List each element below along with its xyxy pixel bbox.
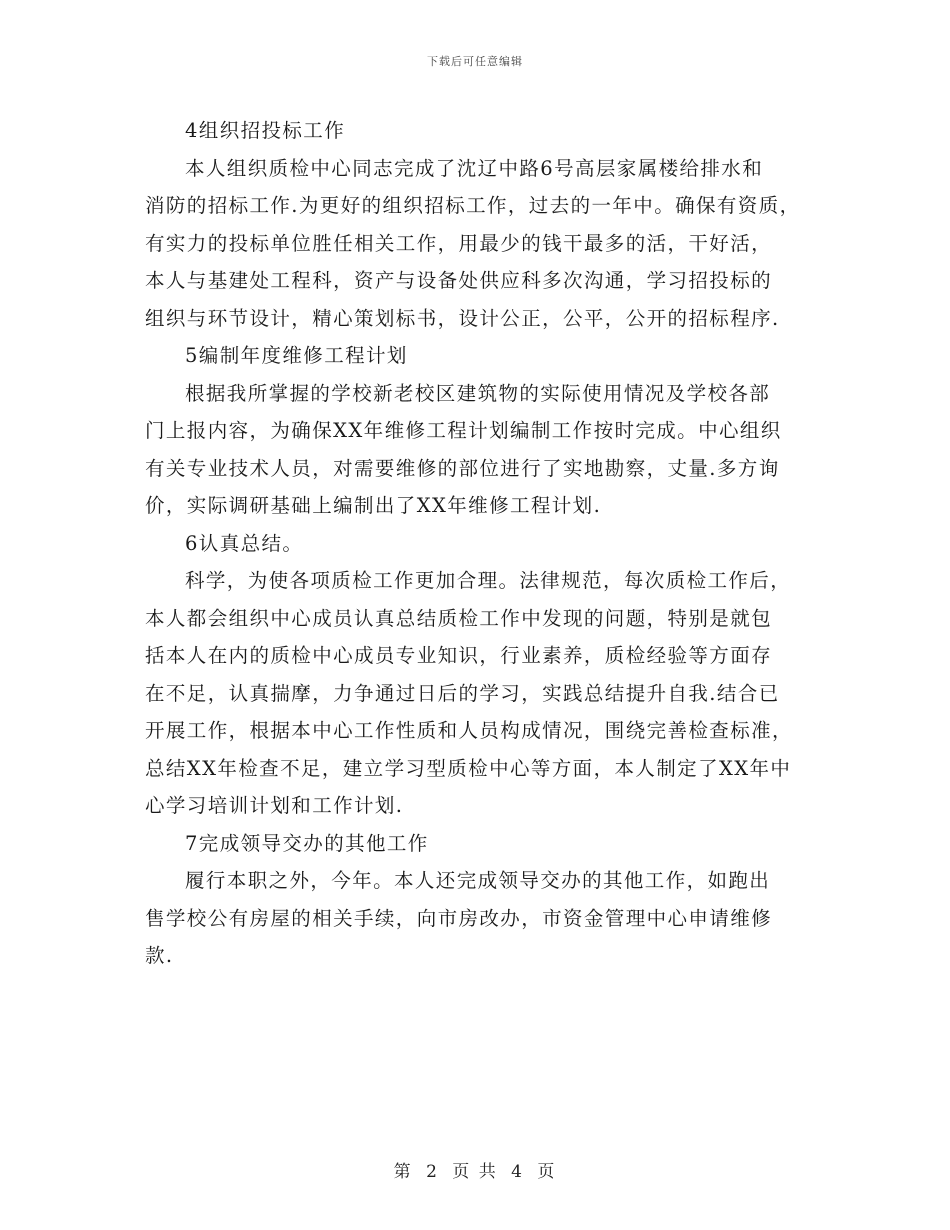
- paragraph-line: 根据我所掌握的学校新老校区建筑物的实际使用情况及学校各部: [185, 381, 771, 405]
- section-heading: 5编制年度维修工程计划: [185, 344, 408, 367]
- page-footer: [0, 1157, 950, 1182]
- paragraph-line: 价，实际调研基础上编制出了XX年维修工程计划.: [145, 494, 602, 517]
- paragraph-line: 履行本职之外，今年。本人还完成领导交办的其他工作，如跑出: [185, 869, 771, 892]
- section-heading: 7完成领导交办的其他工作: [185, 831, 429, 855]
- paragraph-line: 有关专业技术人员，对需要维修的部位进行了实地勘察，丈量.多方询: [145, 456, 780, 480]
- page-header: 下载后可任意编辑: [427, 55, 523, 68]
- paragraph-line: 本人都会组织中心成员认真总结质检工作中发现的问题，特别是就包: [145, 606, 773, 630]
- paragraph-line: 本人组织质检中心同志完成了沈辽中路6号高层家属楼给排水和: [185, 156, 764, 180]
- section-heading: 6认真总结。: [185, 531, 304, 555]
- section-heading: 4组织招投标工作: [185, 119, 346, 142]
- paragraph-line: 售学校公有房屋的相关手续，向市房改办，市资金管理中心申请维修: [145, 906, 773, 930]
- current-page-number: 2: [426, 1162, 439, 1182]
- paragraph-line: 本人与基建处工程科，资产与设备处供应科多次沟通，学习招投标的: [145, 269, 773, 292]
- footer-suffix: 页: [537, 1162, 557, 1182]
- paragraph-line: 款.: [145, 944, 174, 967]
- paragraph-line: 开展工作，根据本中心工作性质和人员构成情况，围绕完善检查标准，: [145, 719, 793, 742]
- paragraph-line: 括本人在内的质检中心成员专业知识，行业素养，质检经验等方面存: [145, 644, 773, 667]
- paragraph-line: 总结XX年检查不足，建立学习型质检中心等方面，本人制定了XX年中: [145, 756, 792, 780]
- paragraph-line: 消防的招标工作.为更好的组织招标工作，过去的一年中。确保有资质，: [145, 194, 801, 217]
- paragraph-line: 科学，为使各项质检工作更加合理。法律规范，每次质检工作后，: [185, 569, 792, 592]
- paragraph-line: 在不足，认真揣摩，力争通过日后的学习，实践总结提升自我.结合已: [145, 681, 780, 705]
- footer-mid: 页 共: [452, 1162, 498, 1182]
- paragraph-line: 门上报内容，为确保XX年维修工程计划编制工作按时完成。中心组织: [145, 419, 782, 442]
- paragraph-line: 心学习培训计划和工作计划.: [145, 794, 404, 817]
- footer-prefix: 第: [393, 1162, 413, 1182]
- paragraph-line: 有实力的投标单位胜任相关工作，用最少的钱干最多的活，干好活，: [145, 231, 773, 255]
- document-body: [145, 112, 825, 975]
- paragraph-line: 组织与环节设计，精心策划标书，设计公正，公平，公开的招标程序.: [145, 306, 780, 330]
- total-page-count: 4: [511, 1162, 524, 1182]
